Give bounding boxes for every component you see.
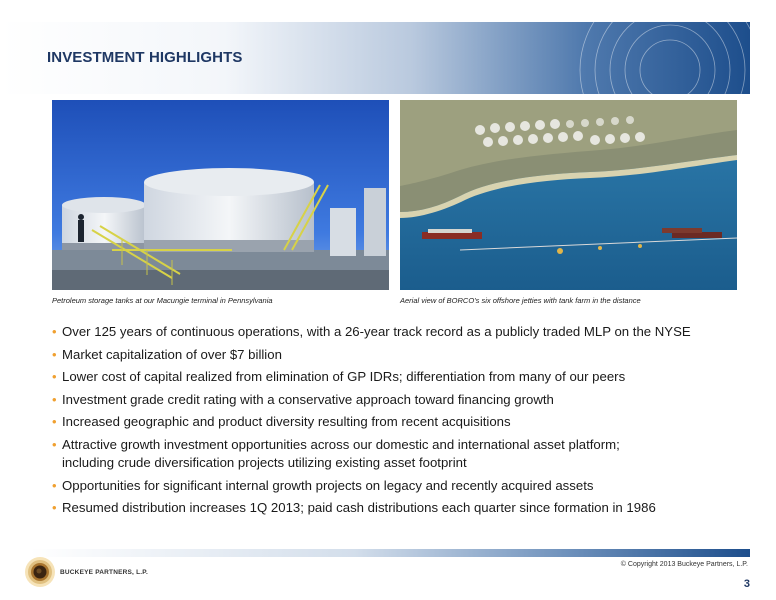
highlight-item <box>52 346 752 364</box>
highlight-text: Investment grade credit rating with a conservative approach toward financing growth <box>62 391 554 407</box>
logo-text: BUCKEYE PARTNERS, L.P. <box>60 569 148 576</box>
aerial-jetties-photo <box>400 100 737 290</box>
photo-caption-right: Aerial view of BORCO's six offshore jetties with tank farm in the distance <box>400 296 641 305</box>
bullet-icon: • <box>52 500 57 516</box>
highlight-item <box>52 436 752 472</box>
highlight-text-continued: including crude diversification projects utilizing existing asset footprint <box>62 454 467 470</box>
highlight-text: Attractive growth investment opportunities across our domestic and international asset platform; <box>62 436 620 452</box>
highlight-item <box>52 368 752 386</box>
photo-caption-left: Petroleum storage tanks at our Macungie terminal in Pennsylvania <box>52 296 273 305</box>
buckeye-logo-icon <box>24 556 56 588</box>
bullet-icon: • <box>52 414 57 430</box>
bullet-icon: • <box>52 369 57 385</box>
highlight-text: Resumed distribution increases 1Q 2013; paid cash distributions each quarter since formation in 1986 <box>62 500 656 516</box>
highlight-item <box>52 499 752 517</box>
copyright-text: © Copyright 2013 Buckeye Partners, L.P. <box>620 561 748 568</box>
bullet-icon: • <box>52 477 57 493</box>
highlight-item <box>52 477 752 495</box>
page-title: INVESTMENT HIGHLIGHTS <box>47 49 243 66</box>
bullet-icon: • <box>52 391 57 407</box>
bullet-icon: • <box>52 324 57 339</box>
bullet-icon: • <box>52 436 57 452</box>
footer-band <box>30 549 750 557</box>
highlight-text: Increased geographic and product diversity resulting from recent acquisitions <box>62 414 511 430</box>
bullet-icon: • <box>52 346 57 362</box>
storage-tanks-photo <box>52 100 389 290</box>
highlight-text: Opportunities for significant internal growth projects on legacy and recently acquired assets <box>62 477 594 493</box>
highlight-item <box>52 413 752 431</box>
highlight-text: Over 125 years of continuous operations, with a 26-year track record as a publicly traded MLP on the NYSE <box>62 324 691 339</box>
highlight-item <box>52 391 752 409</box>
highlight-item <box>52 323 752 341</box>
highlights-list <box>52 323 752 522</box>
highlight-text: Market capitalization of over $7 billion <box>62 346 282 362</box>
page-number: 3 <box>743 578 750 590</box>
highlight-text: Lower cost of capital realized from elimination of GP IDRs; differentiation from many of our peers <box>62 369 626 385</box>
